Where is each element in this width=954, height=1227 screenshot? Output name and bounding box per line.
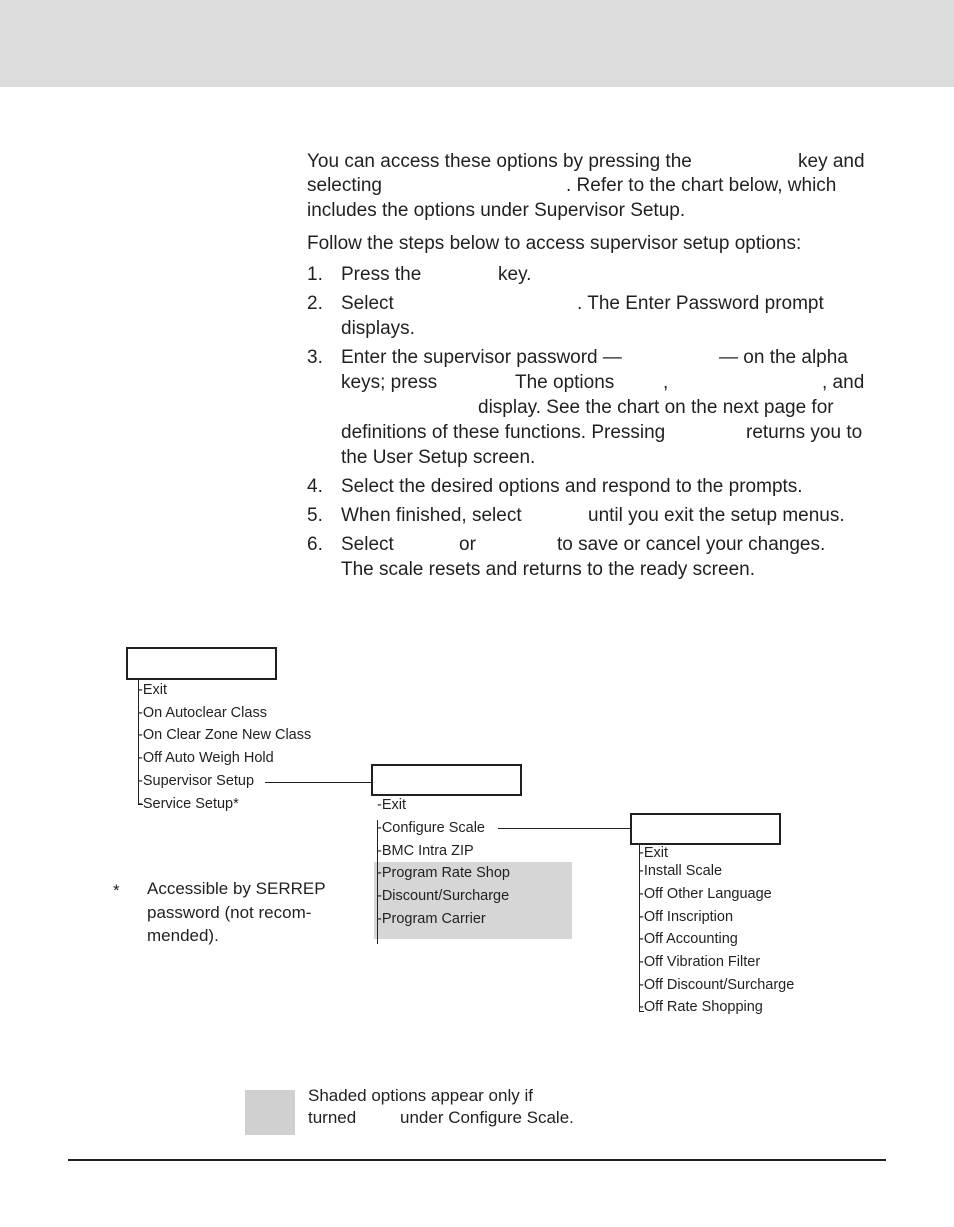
col3-item-rate-shopping: -Off Rate Shopping	[639, 999, 763, 1015]
step-6-text-a: Select	[341, 534, 394, 555]
col2-item-discount-surcharge: -Discount/Surcharge	[377, 888, 510, 904]
col3-item-install-scale: -Install Scale	[639, 863, 723, 879]
step-5-text-b: until you exit the setup menus.	[588, 505, 845, 526]
col1-item-exit: -Exit	[138, 682, 167, 698]
header-band	[0, 0, 954, 87]
legend-shade-swatch	[245, 1090, 295, 1135]
col2-item-program-rate-shop: -Program Rate Shop	[377, 865, 510, 881]
step-6-text-c: to save or cancel your changes.	[557, 534, 826, 555]
intro-line2a: selecting	[307, 175, 382, 196]
step-2-number: 2.	[307, 293, 323, 314]
step-5-text-a: When finished, select	[341, 505, 522, 526]
legend-line1: Shaded options appear only if	[308, 1086, 533, 1105]
col3-item-inscription: -Off Inscription	[639, 909, 734, 925]
col3-item-vibration-filter: -Off Vibration Filter	[639, 954, 761, 970]
step-6-text-d: The scale resets and returns to the ready screen.	[341, 559, 755, 580]
step-2-text-c: displays.	[341, 318, 415, 339]
col1-item-service-setup: -Service Setup*	[138, 796, 239, 812]
col1-item-autoclear: -On Autoclear Class	[138, 705, 267, 721]
step-3-text-e: ,	[663, 372, 669, 393]
col2-item-program-carrier: -Program Carrier	[377, 911, 486, 927]
step-1-text-a: Press the	[341, 264, 422, 285]
step-2-text-a: Select	[341, 293, 394, 314]
step-3-text-c: keys; press	[341, 372, 438, 393]
connector-supervisor	[265, 782, 372, 783]
col3-item-other-language: -Off Other Language	[639, 886, 772, 902]
footnote-line3: mended).	[147, 926, 219, 945]
step-3-text-d: The options	[515, 372, 615, 393]
step-1-number: 1.	[307, 264, 323, 285]
footnote-mark: *	[113, 881, 120, 900]
intro-line3: includes the options under Supervisor Setup.	[307, 200, 686, 221]
step-3-text-f: , and	[822, 372, 865, 393]
step-6-number: 6.	[307, 534, 323, 555]
footnote-line1: Accessible by SERREP	[147, 879, 326, 898]
connector-configure-scale	[498, 828, 631, 829]
step-3-number: 3.	[307, 347, 323, 368]
col1-item-clear-zone: -On Clear Zone New Class	[138, 727, 312, 743]
step-3-text-g: display. See the chart on the next page for	[478, 397, 834, 418]
intro-line1b: key and	[798, 151, 865, 172]
supervisor-setup-box	[371, 764, 522, 796]
footer-rule	[68, 1159, 886, 1161]
step-2-text-b: . The Enter Password prompt	[577, 293, 824, 314]
col3-item-exit: -Exit	[639, 845, 668, 861]
step-5-number: 5.	[307, 505, 323, 526]
configure-scale-box	[630, 813, 781, 845]
col1-item-supervisor-setup: -Supervisor Setup	[138, 773, 255, 789]
step-3-text-h: definitions of these functions. Pressing	[341, 422, 666, 443]
col2-item-bmc-intra-zip: -BMC Intra ZIP	[377, 843, 474, 859]
col2-item-configure-scale: -Configure Scale	[377, 820, 485, 836]
legend-line2b: under Configure Scale.	[400, 1108, 574, 1127]
step-1-text-b: key.	[498, 264, 532, 285]
col2-item-exit: -Exit	[377, 797, 406, 813]
step-3-text-a: Enter the supervisor password —	[341, 347, 622, 368]
intro-follow: Follow the steps below to access supervisor setup options:	[307, 233, 802, 254]
user-setup-box	[126, 647, 277, 680]
col3-item-discount-surcharge: -Off Discount/Surcharge	[639, 977, 795, 993]
step-3-text-b: — on the alpha	[719, 347, 848, 368]
step-6-text-b: or	[459, 534, 476, 555]
step-3-text-j: the User Setup screen.	[341, 447, 536, 468]
col3-item-accounting: -Off Accounting	[639, 931, 738, 947]
footnote-line2: password (not recom-	[147, 903, 312, 922]
step-3-text-i: returns you to	[746, 422, 863, 443]
col1-item-auto-weigh-hold: -Off Auto Weigh Hold	[138, 750, 274, 766]
intro-line2b: . Refer to the chart below, which	[566, 175, 837, 196]
legend-line2a: turned	[308, 1108, 357, 1127]
step-4-number: 4.	[307, 476, 323, 497]
intro-line1a: You can access these options by pressing the	[307, 151, 692, 172]
step-4-text-a: Select the desired options and respond to the prompts.	[341, 476, 803, 497]
